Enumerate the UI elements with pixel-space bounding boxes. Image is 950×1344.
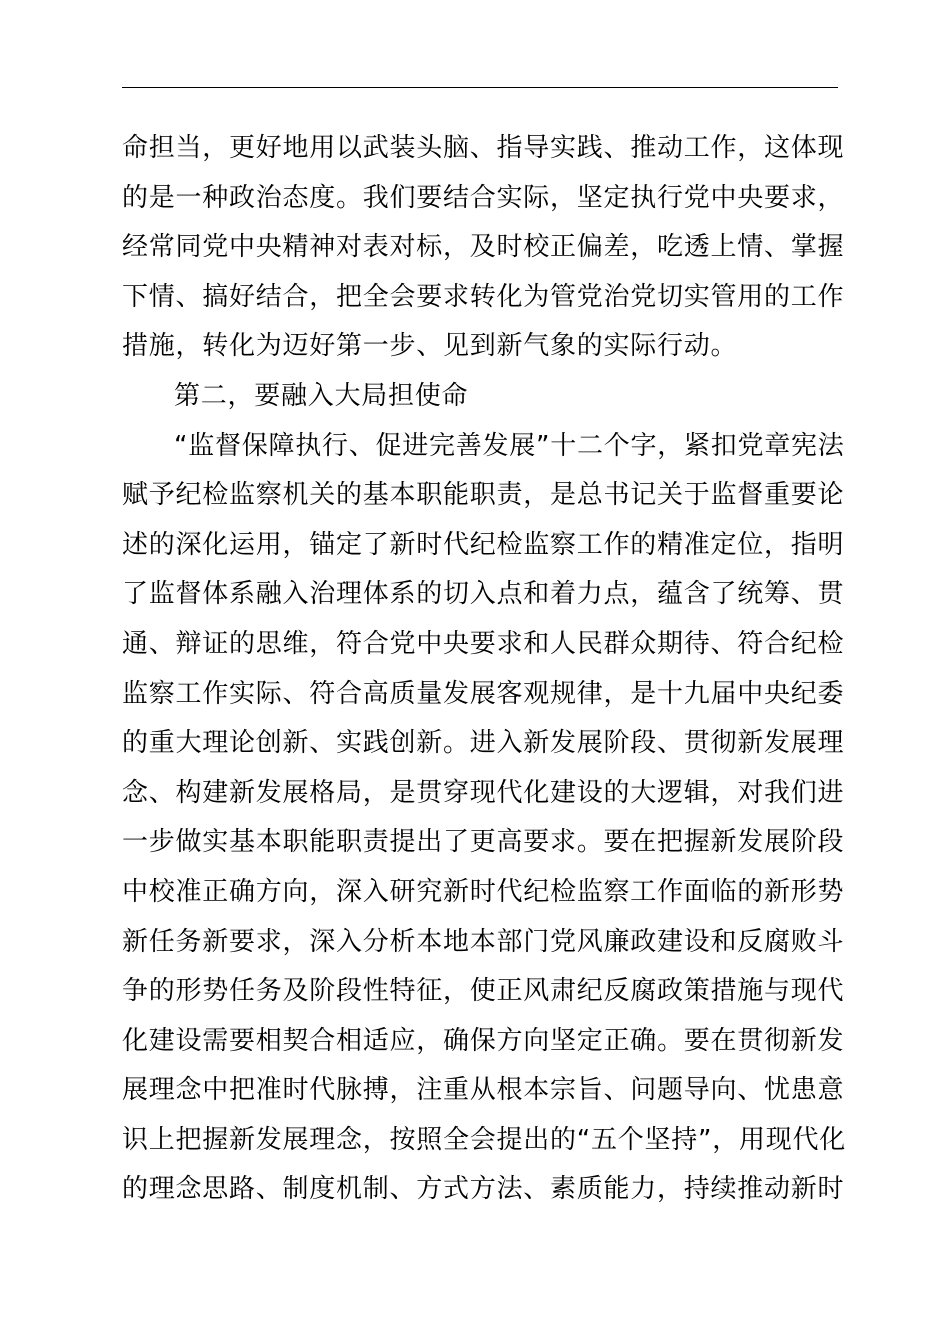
paragraph-line: 监察工作实际、符合高质量发展客观规律，是十九届中央纪委 <box>122 678 845 709</box>
paragraph-line: 下情、搞好结合，把全会要求转化为管党治党切实管用的工作 <box>122 281 845 312</box>
paragraph-line: 识上把握新发展理念，按照全会提出的“五个坚持”，用现代化 <box>122 1124 846 1155</box>
section-heading: 第二，要融入大局担使命 <box>174 380 469 411</box>
header-rule <box>122 87 838 88</box>
paragraph-line: 赋予纪检监察机关的基本职能职责，是总书记关于监督重要论 <box>122 480 845 511</box>
paragraph-line: “监督保障执行、促进完善发展”十二个字，紧扣党章宪法 <box>174 430 845 461</box>
paragraph-line: 的理念思路、制度机制、方式方法、素质能力，持续推动新时 <box>122 1174 845 1205</box>
paragraph-line: 措施，转化为迈好第一步、见到新气象的实际行动。 <box>122 331 738 362</box>
paragraph-line: 新任务新要求，深入分析本地本部门党风廉政建设和反腐败斗 <box>122 926 845 957</box>
paragraph-line: 念、构建新发展格局，是贯穿现代化建设的大逻辑，对我们进 <box>122 777 845 808</box>
paragraph-line: 命担当，更好地用以武装头脑、指导实践、推动工作，这体现 <box>122 133 845 163</box>
paragraph-line: 化建设需要相契合相适应，确保方向坚定正确。要在贯彻新发 <box>122 1025 845 1056</box>
paragraph-line: 的重大理论创新、实践创新。进入新发展阶段、贯彻新发展理 <box>122 728 845 759</box>
paragraph-line: 中校准正确方向，深入研究新时代纪检监察工作面临的新形势 <box>122 876 845 907</box>
document-body <box>122 124 846 1215</box>
paragraph-line: 经常同党中央精神对表对标，及时校正偏差，吃透上情、掌握 <box>122 232 845 263</box>
paragraph-line: 述的深化运用，锚定了新时代纪检监察工作的精准定位，指明 <box>122 529 845 560</box>
paragraph-line: 的是一种政治态度。我们要结合实际，坚定执行党中央要求， <box>122 182 845 213</box>
paragraph-line: 了监督体系融入治理体系的切入点和着力点，蕴含了统筹、贯 <box>122 579 845 610</box>
paragraph-line: 展理念中把准时代脉搏，注重从根本宗旨、问题导向、忧患意 <box>122 1075 845 1106</box>
paragraph-line: 争的形势任务及阶段性特征，使正风肃纪反腐政策措施与现代 <box>122 976 845 1007</box>
paragraph-line: 通、辩证的思维，符合党中央要求和人民群众期待、符合纪检 <box>122 628 845 659</box>
paragraph-line: 一步做实基本职能职责提出了更高要求。要在把握新发展阶段 <box>122 827 845 858</box>
